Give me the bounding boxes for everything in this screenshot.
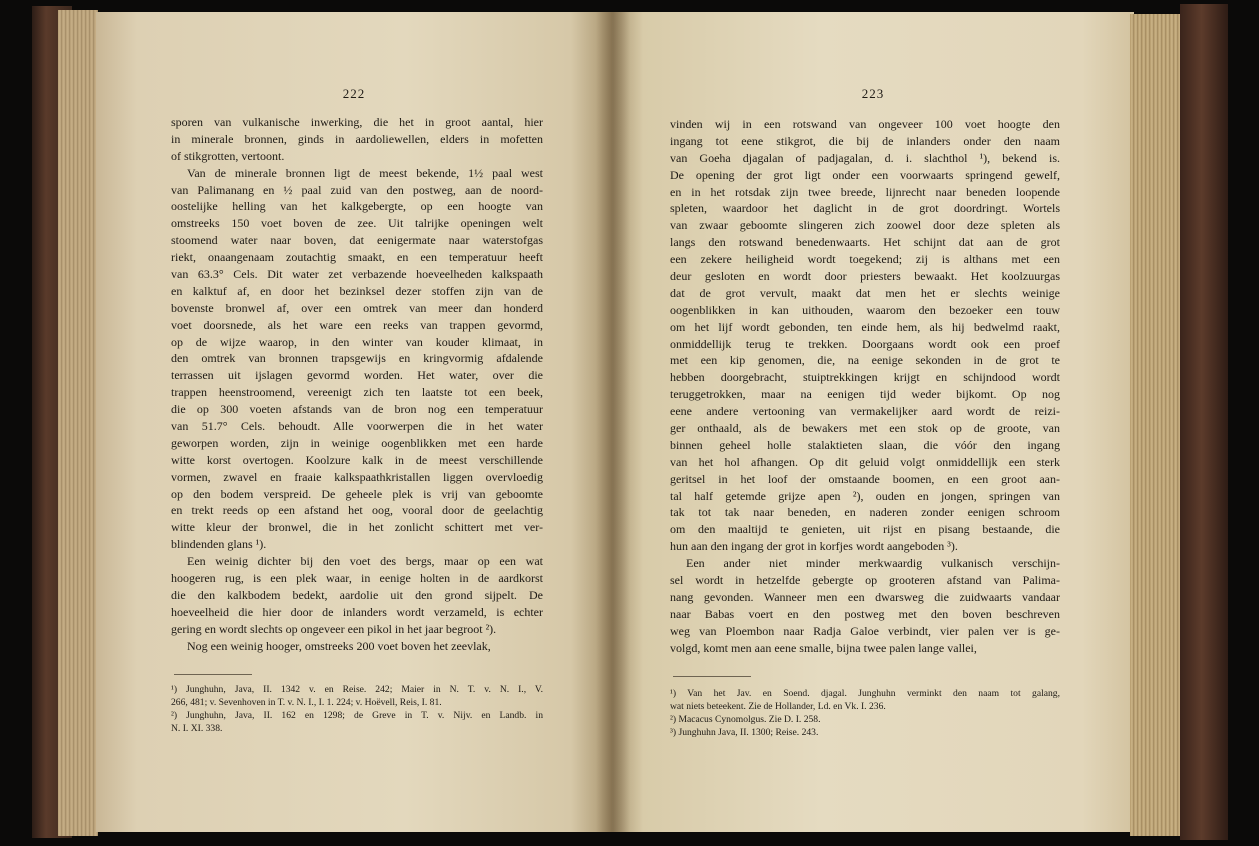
footnote-line: ²) Junghuhn, Java, II. 162 en 1298; de Greve in T. v. Nijv. en Landb. in <box>171 709 543 721</box>
footnote-line: wat niets beteekent. Zie de Hollander, Ld. en Vk. I. 236. <box>670 700 886 712</box>
text-line: geritsel in het loof der omstaande boomen, en een groot aan- <box>670 471 1060 486</box>
right-page-edges <box>1130 14 1186 836</box>
text-line: langs den rotswand benedenwaarts. Het schijnt dat aan de grot <box>670 235 1060 250</box>
text-line: dat de grot vervult, maakt dat men het er slechts weinige <box>670 285 1060 300</box>
text-line: die op 300 voeten afstands van de bron nog een temperatuur <box>171 402 543 417</box>
text-line: den omtrek van bronnen trapsgewijs en kringvormig afdalende <box>171 351 543 366</box>
text-line: ingang tot eene stikgrot, die bij de inlanders onder den naam <box>670 133 1060 148</box>
text-line: omstreeks 150 voet boven de zee. Uit talrijke openingen welt <box>171 216 543 231</box>
footnote-line: ¹) Junghuhn, Java, II. 1342 v. en Reise. 242; Maier in N. T. v. N. I., V. <box>171 684 543 695</box>
footnote-rule-left <box>174 674 252 675</box>
text-line: gering en wordt slechts op ongeveer een pikol in het jaar begroot ²). <box>171 621 497 636</box>
text-line: terrassen uit ijslagen gevormd worden. Het water, over die <box>171 368 543 383</box>
text-line: met een kip genomen, die, na eenige sekonden in de grot te <box>670 353 1060 368</box>
left-page-edges <box>58 10 98 836</box>
text-line: onmiddellijk terug te trekken. Doorgaans wordt ook een proef <box>670 336 1060 351</box>
right-footnotes <box>670 688 1060 740</box>
text-line: spleten, waardoor het daglicht in de grot doordringt. Wortels <box>670 201 1060 216</box>
text-line: eene andere vertooning van vermakelijker aard wordt de reizi- <box>670 404 1060 419</box>
text-line: van het hol afhangen. Op dit geluid volgt onmiddellijk een sterk <box>670 454 1060 469</box>
text-line: hebben doorgebracht, stuiptrekkingen krijgt en schijndood wordt <box>670 370 1060 385</box>
left-page <box>96 12 612 832</box>
text-line: weg van Ploembon naar Radja Galoe verbindt, vier palen ver is ge- <box>670 623 1060 638</box>
text-line: bovenste bronwel af, over een omtrek van meer dan honderd <box>171 300 543 315</box>
footnote-line: ³) Junghuhn Java, II. 1300; Reise. 243. <box>670 726 819 738</box>
text-line: van zwaar geboomte slingeren zich zoowel door deze spleten als <box>670 218 1060 233</box>
text-line: witte korst overtogen. Koolzure kalk in de meest verschillende <box>171 452 543 467</box>
text-line: een zekere heiligheid wordt toegekend; zij is althans met een <box>670 252 1060 267</box>
text-line: voet doorsnede, als het ware een reeks van trappen gevormd, <box>171 317 543 332</box>
text-line: sporen van vulkanische inwerking, die het in groot aantal, hier <box>171 115 543 129</box>
text-line: Een ander niet minder merkwaardig vulkanisch verschijn- <box>686 556 1060 571</box>
text-line: oostelijke helling van het kalkgebergte, op een hoogte van <box>171 199 543 214</box>
text-line: tal half getemde grijze apen ²), ouden en jongen, springen van <box>670 488 1060 503</box>
text-line: in minerale bronnen, ginds in aardoliewellen, elders in mofetten <box>171 131 543 146</box>
footnote-line: ¹) Van het Jav. en Soend. djagal. Junghuhn verminkt den naam tot galang, <box>670 688 1060 699</box>
text-line: en in het rotsdak zijn twee breede, lijnrecht naar beneden loopende <box>670 184 1060 199</box>
text-line: hun aan den ingang der grot in korfjes wordt aangeboden ³). <box>670 539 958 554</box>
left-footnotes <box>171 684 543 736</box>
right-cover-edge <box>1180 4 1228 840</box>
text-line: oogenblikken in kan uithouden, waarom den bezoeker een touw <box>670 302 1060 317</box>
text-line: die den kalkbodem bedekt, aardolie uit den grond sijpelt. De <box>171 587 543 602</box>
text-line: tak tot tak naar beneden, en naderen zonder eenigen schroom <box>670 505 1060 520</box>
page-number-right: 223 <box>861 86 885 101</box>
text-line: op de wijze waarop, in den winter van kouder klimaat, in <box>171 334 543 349</box>
text-line: van 63.3° Cels. Dit water zet verbazende hoeveelheden kalkspaath <box>171 267 543 282</box>
text-line: Nog een weinig hooger, omstreeks 200 voet boven het zeevlak, <box>187 638 491 653</box>
text-line: De opening der grot ligt onder een voorwaarts springend gewelf, <box>670 167 1060 182</box>
page-number-left: 222 <box>342 86 366 101</box>
footnote-line: ²) Macacus Cynomolgus. Zie D. I. 258. <box>670 713 821 725</box>
text-line: van Palimanang en ½ paal zuid van den postweg, aan de noord- <box>171 182 543 197</box>
right-page <box>612 12 1134 832</box>
text-line: naar Babas voert en den postweg met den boven beschreven <box>670 606 1060 621</box>
text-line: witte kleur der bronwel, die in het zonlicht schittert met ver- <box>171 520 543 535</box>
text-line: trappen heenstroomend, vereenigt zich ten laatste tot een beek, <box>171 385 543 400</box>
text-line: of stikgrotten, vertoont. <box>171 148 285 163</box>
text-line: sel wordt in hetzelfde gebergte op grooteren afstand van Palima- <box>670 573 1060 588</box>
book-gutter <box>596 12 630 832</box>
text-line: stoomend water naar boven, dat eenigermate naar waterstofgas <box>171 233 543 248</box>
text-line: Een weinig dichter bij den voet des bergs, maar op een wat <box>187 554 543 569</box>
text-line: blindenden glans ¹). <box>171 537 267 552</box>
text-line: van 51.7° Cels. behoudt. Alle voorwerpen die in het water <box>171 419 543 434</box>
text-line: hoeveelheid die hier door de inlanders wordt verzameld, is echter <box>171 604 543 619</box>
right-body-text <box>670 116 1060 657</box>
text-line: nang gevonden. Wanneer men een dwarsweg die zuidwaarts vandaar <box>670 589 1060 604</box>
text-line: en trekt reeds op een afstand het oog, vooral door de geelachtig <box>171 503 543 518</box>
text-line: vormen, zwavel en fraaie kalkspaathkristallen liggen overvloedig <box>171 469 543 484</box>
text-line: volgd, komt men aan eene smalle, bijna twee palen lange vallei, <box>670 640 977 655</box>
text-line: deur gesloten en wordt door priesters bewaakt. Het koolzuurgas <box>670 269 1060 284</box>
text-line: en kalktuf af, en door het bezinksel dezer stoffen zijn van de <box>171 283 543 298</box>
text-line: om het lijf wordt gebonden, ten einde hem, als hij bedwelmd raakt, <box>670 319 1060 334</box>
text-line: ger onthaald, als de bewakers met een stok op de groote, van <box>670 421 1060 436</box>
footnote-line: N. I. XI. 338. <box>171 722 223 734</box>
text-line: op den bodem verspreid. De geheele plek is vrij van geboomte <box>171 486 543 501</box>
text-line: vinden wij in een rotswand van ongeveer 100 voet hoogte den <box>670 117 1060 131</box>
footnote-rule-right <box>673 676 751 677</box>
text-line: binnen geheel holle stalaktieten slaan, die vóór den ingang <box>670 437 1060 452</box>
text-line: Van de minerale bronnen ligt de meest bekende, 1½ paal west <box>187 165 543 180</box>
left-body-text <box>171 114 543 655</box>
text-line: riekt, onaangenaam zoutachtig smaakt, en een temperatuur heeft <box>171 250 543 265</box>
text-line: van Goeha djagalan of padjagalan, d. i. slachthol ¹), bekend is. <box>670 150 1060 165</box>
text-line: om den maaltijd te genieten, uit rijst en pisang bestaande, die <box>670 522 1060 537</box>
footnote-line: 266, 481; v. Sevenhoven in T. v. N. I., I. 1. 224; v. Hoëvell, Reis, I. 81. <box>171 696 442 708</box>
text-line: geworpen worden, zijn in weinige oogenblikken met een harde <box>171 435 543 450</box>
text-line: teruggetrokken, maar na eenigen tijd weder bijkomt. Op nog <box>670 387 1060 402</box>
text-line: hoogeren rug, is een plek waar, in eenige holten in de aardkorst <box>171 571 543 586</box>
